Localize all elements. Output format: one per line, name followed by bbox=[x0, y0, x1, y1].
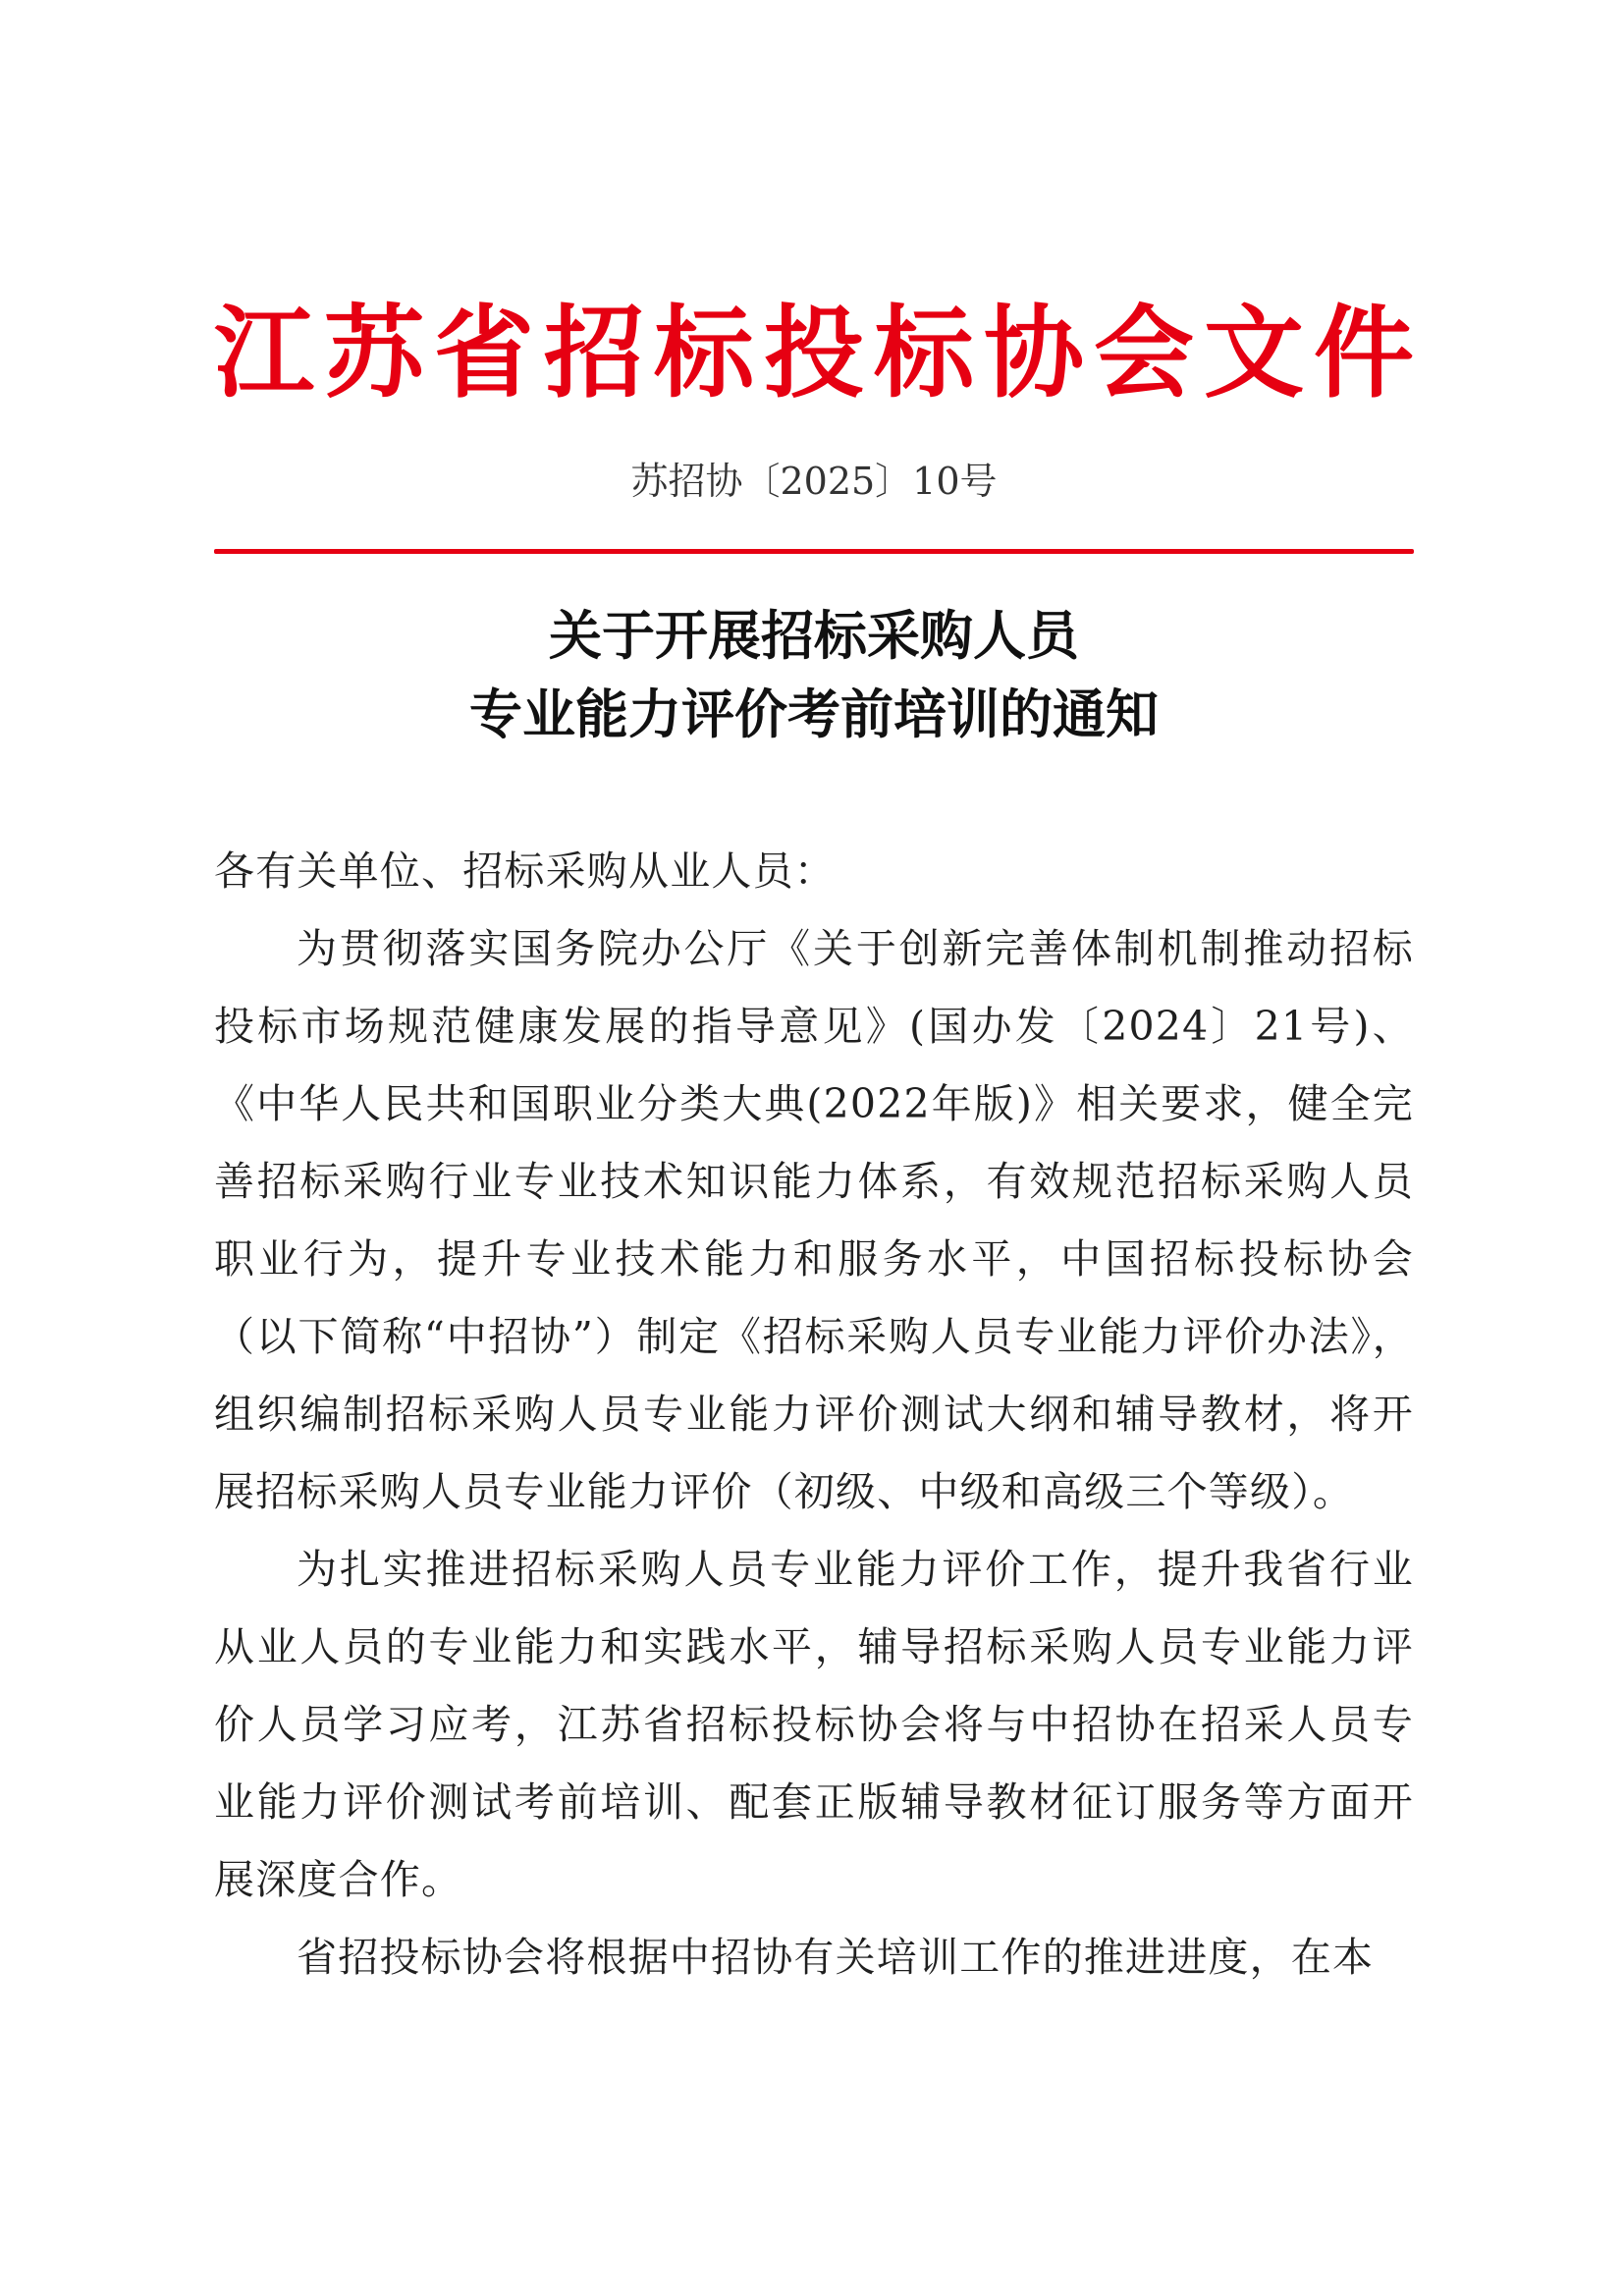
body-paragraph-3: 省招投标协会将根据中招协有关培训工作的推进进度，在本 bbox=[297, 1934, 1375, 1981]
document-number: 苏招协〔2025〕10号 bbox=[630, 460, 998, 503]
red-divider bbox=[214, 549, 1414, 554]
notice-title-line-2: 专业能力评价考前培训的通知 bbox=[469, 683, 1159, 745]
salutation: 各有关单位、招标采购从业人员： bbox=[214, 847, 836, 895]
body-paragraph-2: 为扎实推进招标采购人员专业能力评价工作，提升我省行业从业人员的专业能力和实践水平，辅导招标采购人员专业能力评价人员学习应考，江苏省招标投标协会将与中招协在招采人员专业能力评价测试考前培训、配套正版辅导教材征订服务等方面开展深度合作。 bbox=[214, 1546, 1414, 1903]
document-header-organization: 江苏省招标投标协会文件 bbox=[214, 295, 1424, 412]
notice-title-line-1: 关于开展招标采购人员 bbox=[549, 604, 1079, 667]
notice-body bbox=[214, 833, 1414, 1996]
body-paragraph-1: 为贯彻落实国务院办公厅《关于创新完善体制机制推动招标投标市场规范健康发展的指导意见》(国办发〔2024〕21号)、《中华人民共和国职业分类大典(2022年版)》相关要求，健全完善招标采购行业专业技术知识能力体系，有效规范招标采购人员职业行为，提升专业技术能力和服务水平，中国招标投标协会（以下简称“中招协”）制定《招标采购人员专业能力评价办法》，组织编制招标采购人员专业能力评价测试大纲和辅导教材，将开展招标采购人员专业能力评价（初级、中级和高级三个等级）。 bbox=[214, 925, 1414, 1515]
